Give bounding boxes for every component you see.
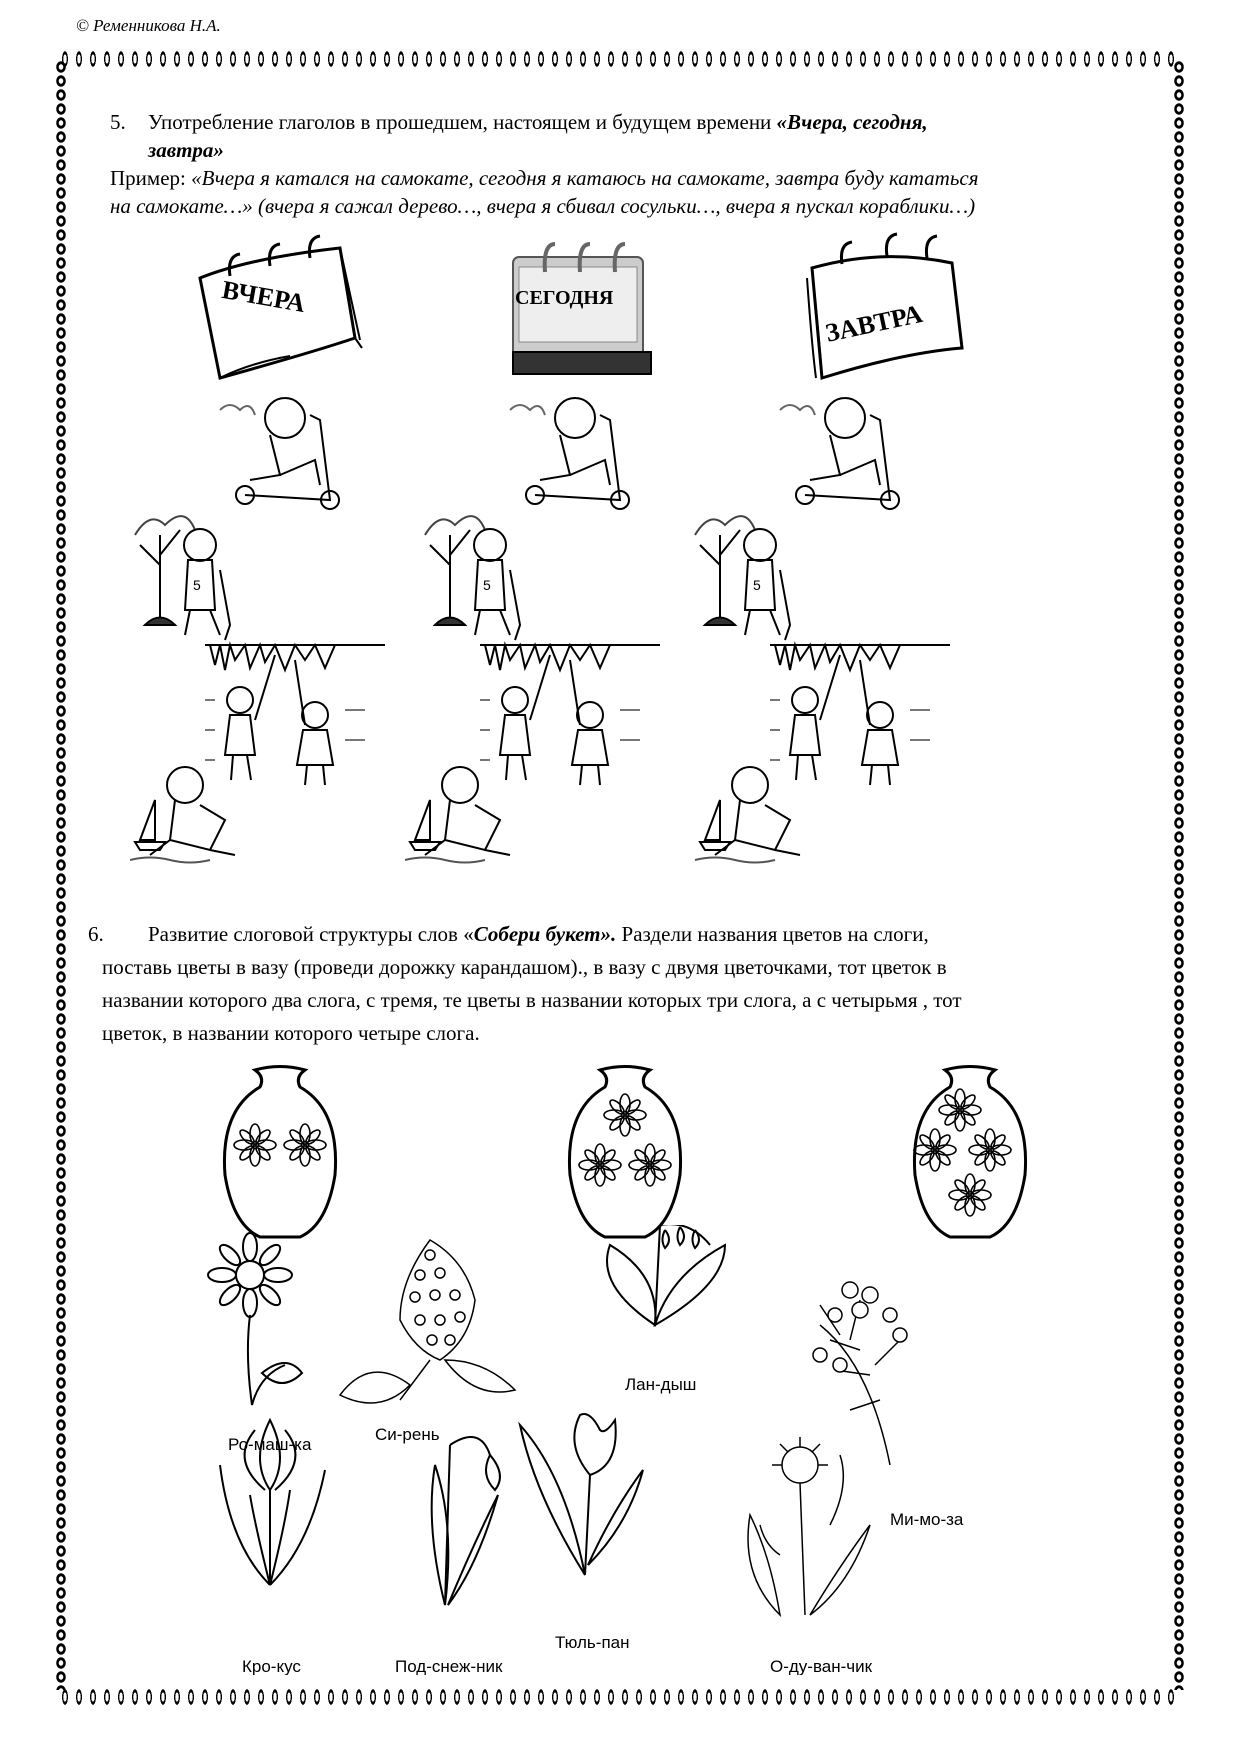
- copyright: © Ременникова Н.А.: [76, 16, 221, 35]
- task6-line-2: поставь цветы в вазу (проведи дорожку карандашом)., в вазу с двумя цветочками, тот цветок в: [102, 955, 947, 979]
- mimoza-label: Ми-мо-за: [890, 1510, 964, 1529]
- siren-flower: [340, 1240, 515, 1403]
- flowers: [200, 1225, 1090, 1675]
- example-label: Пример:: [110, 166, 192, 190]
- task5-title-bold: «Вчера, сегодня,: [776, 110, 928, 134]
- calendar-today-label: СЕГОДНЯ: [515, 287, 614, 309]
- task6-text: [88, 918, 1168, 1050]
- task5-heading: [110, 108, 1160, 164]
- oduvanchik-label: О-ду-ван-чик: [770, 1657, 873, 1675]
- podsnezhnik-flower: [432, 1437, 500, 1605]
- oduvanchik-flower: [748, 1437, 870, 1615]
- landysh-label: Лан-дыш: [625, 1375, 697, 1394]
- spiral-binding-right: [1172, 60, 1186, 1690]
- vase-two-flowers: [224, 1067, 335, 1238]
- romashka-label: Ро-маш-ка: [228, 1435, 312, 1454]
- spiral-binding-top: [58, 48, 1182, 70]
- spiral-binding-left: [54, 60, 68, 1690]
- task6-number: 6.: [88, 922, 104, 946]
- vase-three-flowers: [569, 1067, 680, 1238]
- vase-four-flowers: [914, 1067, 1026, 1238]
- task6-text-1: Раздели названия цветов на слоги,: [616, 922, 929, 946]
- romashka-flower: [208, 1233, 302, 1405]
- calendar-yesterday: [190, 228, 370, 388]
- tyulpan-label: Тюль-пан: [555, 1633, 630, 1652]
- spiral-binding-bottom: [58, 1686, 1182, 1708]
- landysh-flower: [607, 1225, 725, 1325]
- example-line-1: «Вчера я катался на самокате, сегодня я катаюсь на самокате, завтра буду кататься: [191, 166, 979, 190]
- example-line-2: на самокате…» (вчера я сажал дерево…, вчера я сбивал сосульки…, вчера я пускал кораблики…): [110, 194, 976, 218]
- siren-label: Си-рень: [375, 1425, 440, 1444]
- calendar-tomorrow: [802, 228, 982, 388]
- activity-illustrations: 5: [130, 390, 1090, 890]
- vases: [215, 1065, 1035, 1245]
- calendar-tomorrow-label: ЗАВТРА: [822, 299, 925, 348]
- task6-intro: Развитие слоговой структуры слов «: [148, 922, 474, 946]
- task6-line-4: цветок, в названии которого четыре слога.: [102, 1021, 480, 1045]
- task5-example: [110, 164, 1170, 220]
- task6-title: Собери букет».: [473, 922, 617, 946]
- task5-title-bold-2: завтра»: [148, 138, 224, 162]
- task5-title: Употребление глаголов в прошедшем, настоящем и будущем времени: [148, 110, 777, 134]
- tyulpan-flower: [520, 1414, 643, 1575]
- task6-line-3: названии которого два слога, с тремя, те цветы в названии которых три слога, а с четырьмя , тот: [102, 988, 962, 1012]
- mimoza-flower: [813, 1282, 907, 1465]
- podsnezhnik-label: Под-снеж-ник: [395, 1657, 503, 1675]
- krokus-label: Кро-кус: [242, 1657, 301, 1675]
- calendar-today: [505, 232, 655, 382]
- calendar-yesterday-label: ВЧЕРА: [219, 274, 308, 319]
- task5-number: 5.: [110, 110, 126, 134]
